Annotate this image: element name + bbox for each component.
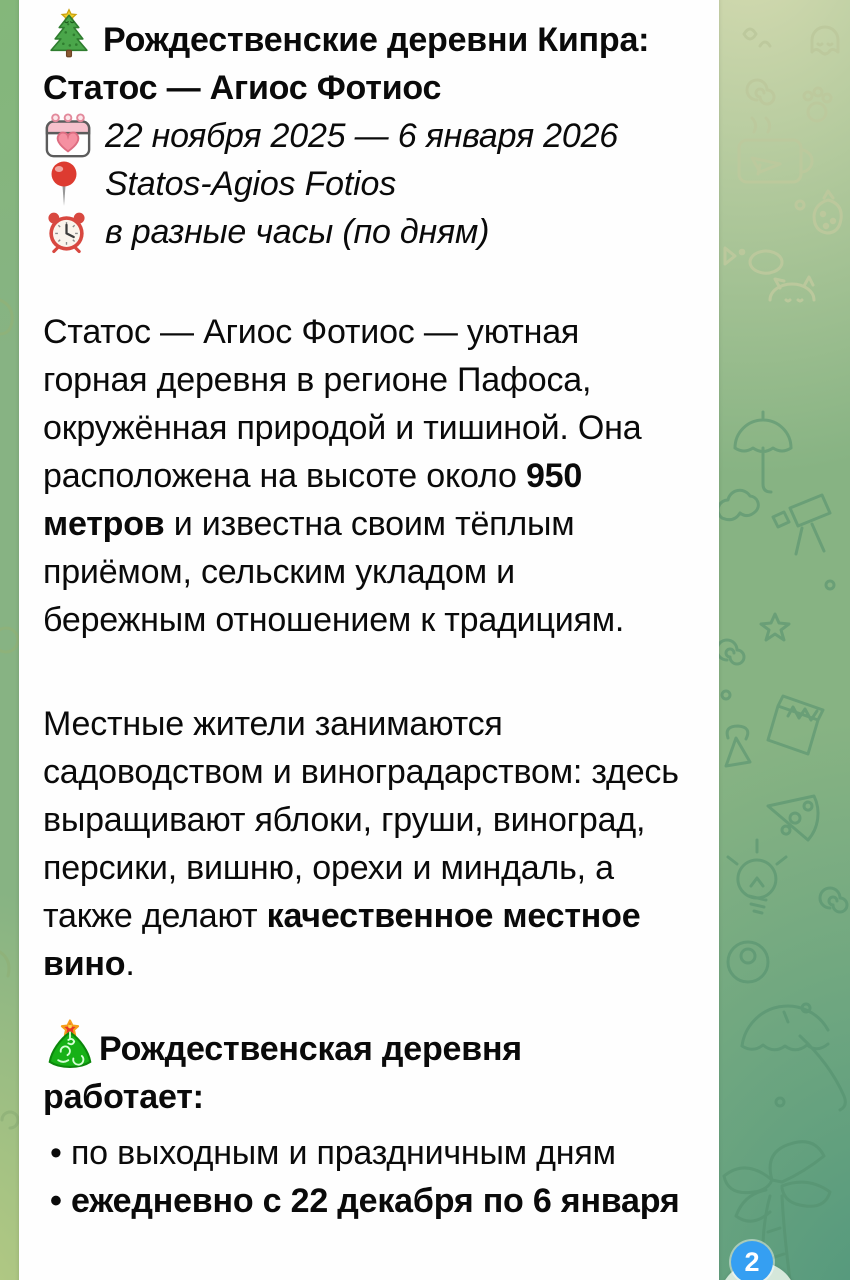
event-dates-row (43, 112, 683, 160)
alarm-clock-icon (43, 209, 105, 256)
paragraph-1-text: Статос — Агиос Фотиос — уютная горная деревня в регионе Пафоса, окружённая природой и тишиной. Она расположена на высоте около (43, 313, 642, 495)
unread-count: 2 (744, 1247, 760, 1277)
paragraph-2-bold: качественное местное вино (43, 897, 641, 983)
message-content (19, 0, 719, 1225)
message-title (43, 8, 683, 112)
christmas-tree-icon (43, 8, 95, 60)
calendar-heart-icon (43, 112, 105, 160)
paragraph-2-text: Местные жители занимаются садоводством и виноградарством: здесь выращивают яблоки, груши, виноград, персики, вишню, орехи и миндаль, а также делают (43, 705, 679, 935)
round-pushpin-icon (43, 160, 105, 208)
location-text: Statos-Agios Fotios (105, 165, 396, 203)
unread-count-badge[interactable] (731, 1241, 773, 1280)
neon-christmas-tree-icon (43, 1018, 97, 1072)
paragraph-2: Местные жители занимаются садоводством и виноградарством: здесь выращивают яблоки, груши, виноград, персики, вишню, орехи и миндаль, а также делают качественное местное вино. (43, 705, 679, 983)
bullet-daily: • ежедневно с 22 декабря по 6 января (50, 1182, 680, 1220)
message-bubble[interactable] (19, 0, 719, 1280)
bullet-weekends: • по выходным и праздничным дням (50, 1134, 616, 1172)
hours-text: в разные часы (по дням) (105, 213, 490, 251)
hours-row (43, 208, 683, 256)
event-dates-text: 22 ноября 2025 — 6 января 2026 (105, 117, 618, 155)
section-heading-text: Рождественская деревня работает: (43, 1030, 522, 1116)
location-row (43, 160, 683, 208)
paragraph-1: Статос — Агиос Фотиос — уютная горная деревня в регионе Пафоса, окружённая природой и тишиной. Она расположена на высоте около 950 метров и известна своим тёплым приёмом, сельским укладом и бережным отношением к традициям. (43, 313, 642, 639)
section-heading (43, 1018, 683, 1121)
paragraph-1-bold: 950 метров (43, 457, 583, 543)
message-title-text: Рождественские деревни Кипра: Статос — Агиос Фотиос (43, 21, 650, 107)
